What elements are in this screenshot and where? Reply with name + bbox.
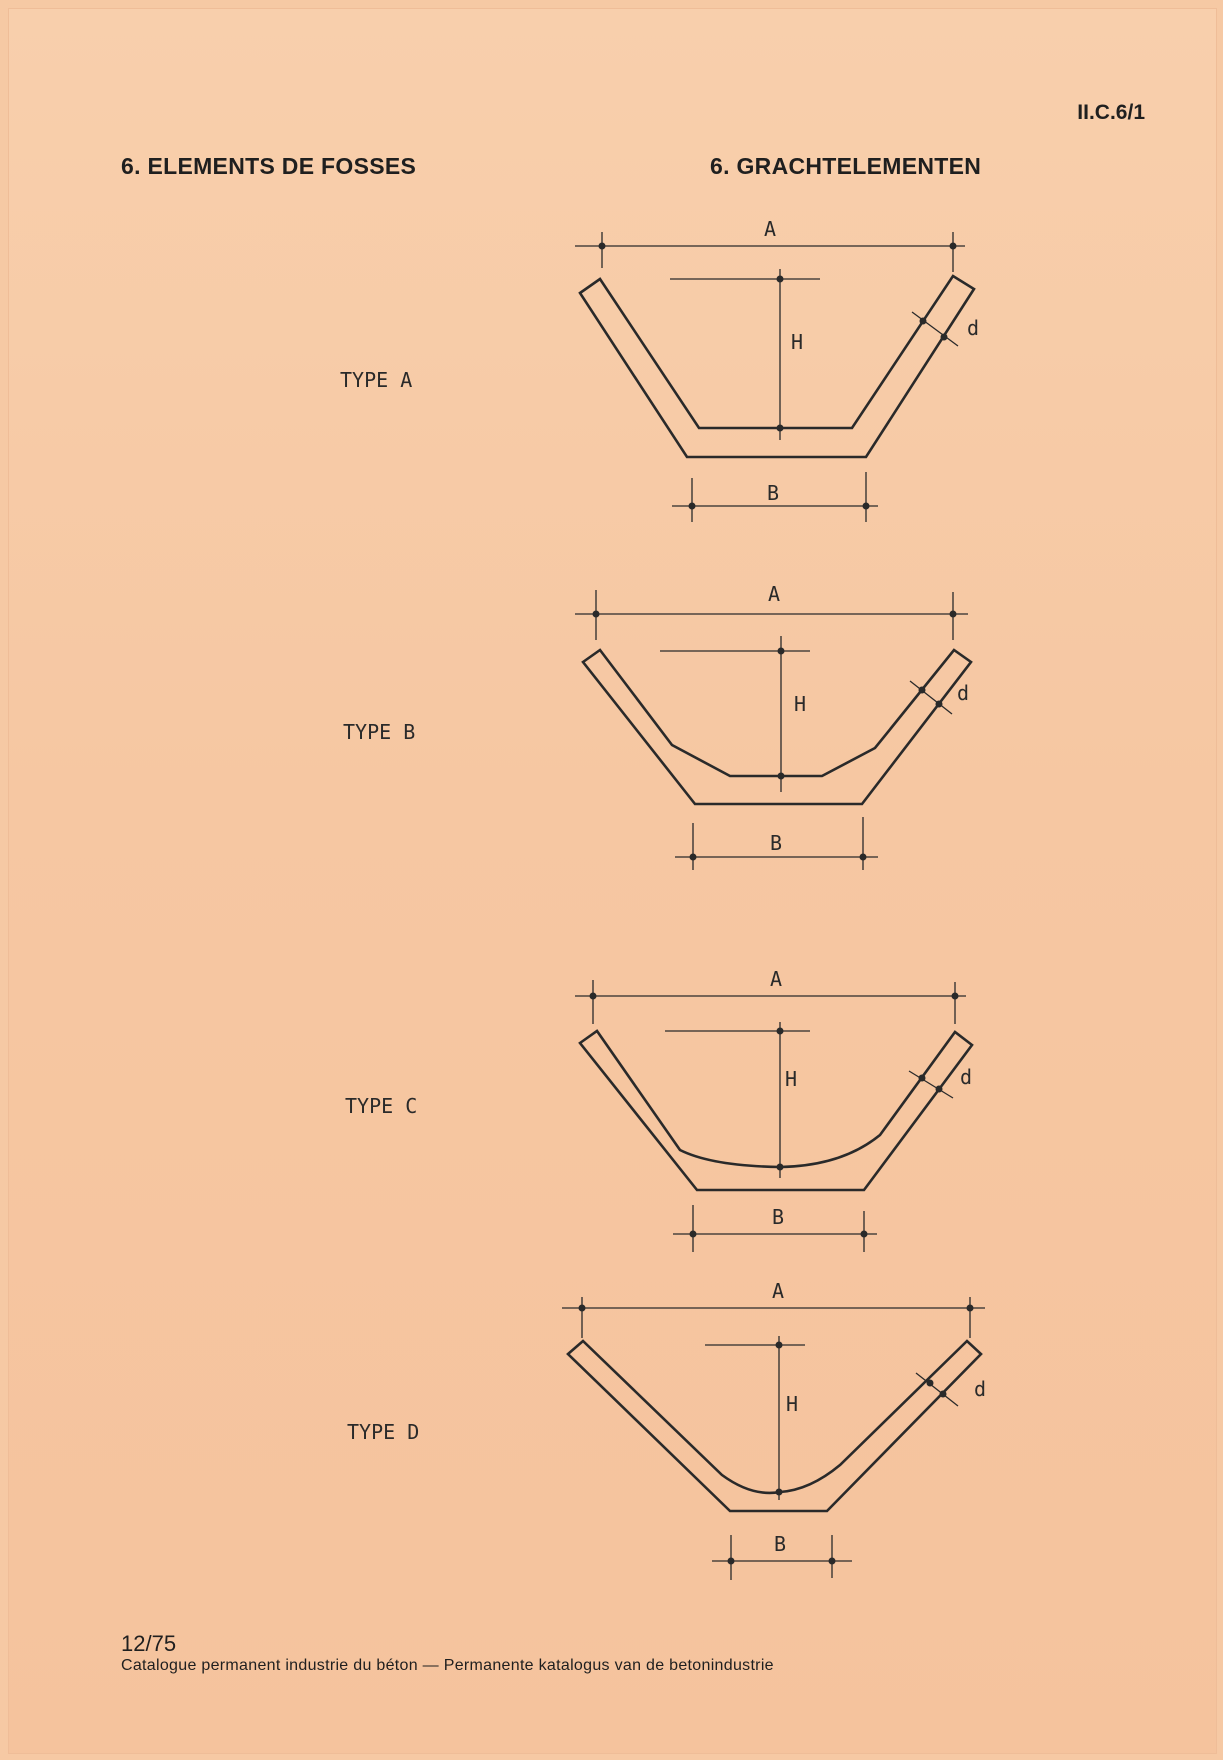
type-d-label-d: d — [974, 1377, 987, 1401]
type-a-drawing — [575, 232, 974, 522]
type-b-label-h: H — [794, 692, 807, 716]
type-c-label-h: H — [785, 1067, 798, 1091]
type-b-label: TYPE B — [343, 720, 416, 744]
type-b-height-dimension — [660, 636, 810, 792]
type-a-height-dimension — [670, 269, 820, 440]
type-a-label-h: H — [791, 330, 804, 354]
type-b-label-d: d — [957, 681, 970, 705]
type-d-thickness-dimension — [916, 1373, 958, 1406]
title-french: 6. ELEMENTS DE FOSSES — [121, 153, 417, 179]
type-c-profile — [580, 1031, 972, 1190]
type-d-label: TYPE D — [347, 1420, 420, 1444]
type-b-label-a: A — [768, 582, 781, 606]
sheet-reference: II.C.6/1 — [1077, 101, 1145, 124]
type-c-height-dimension — [665, 1022, 810, 1178]
type-c-label-b: B — [772, 1205, 785, 1229]
type-a-label-b: B — [767, 481, 780, 505]
type-d-profile — [568, 1341, 981, 1511]
type-a-profile — [580, 276, 974, 457]
type-b-drawing — [575, 590, 971, 870]
type-d-height-dimension — [705, 1336, 805, 1500]
type-c-label-a: A — [770, 967, 783, 991]
type-b-profile — [583, 650, 971, 804]
page-number: 12/75 — [121, 1631, 177, 1656]
type-a-label: TYPE A — [340, 368, 413, 392]
title-dutch: 6. GRACHTELEMENTEN — [710, 153, 982, 179]
catalogue-footer: Catalogue permanent industrie du béton — Permanente katalogus van de betonindustrie — [121, 1657, 774, 1674]
type-a-label-a: A — [764, 217, 777, 241]
type-a-label-d: d — [967, 316, 980, 340]
type-d-label-b: B — [774, 1532, 787, 1556]
type-d-label-h: H — [786, 1392, 799, 1416]
type-d-width-dimension — [562, 1297, 985, 1338]
type-c-label: TYPE C — [345, 1094, 418, 1118]
type-c-label-d: d — [960, 1065, 973, 1089]
type-b-label-b: B — [770, 831, 783, 855]
type-d-label-a: A — [772, 1279, 785, 1303]
